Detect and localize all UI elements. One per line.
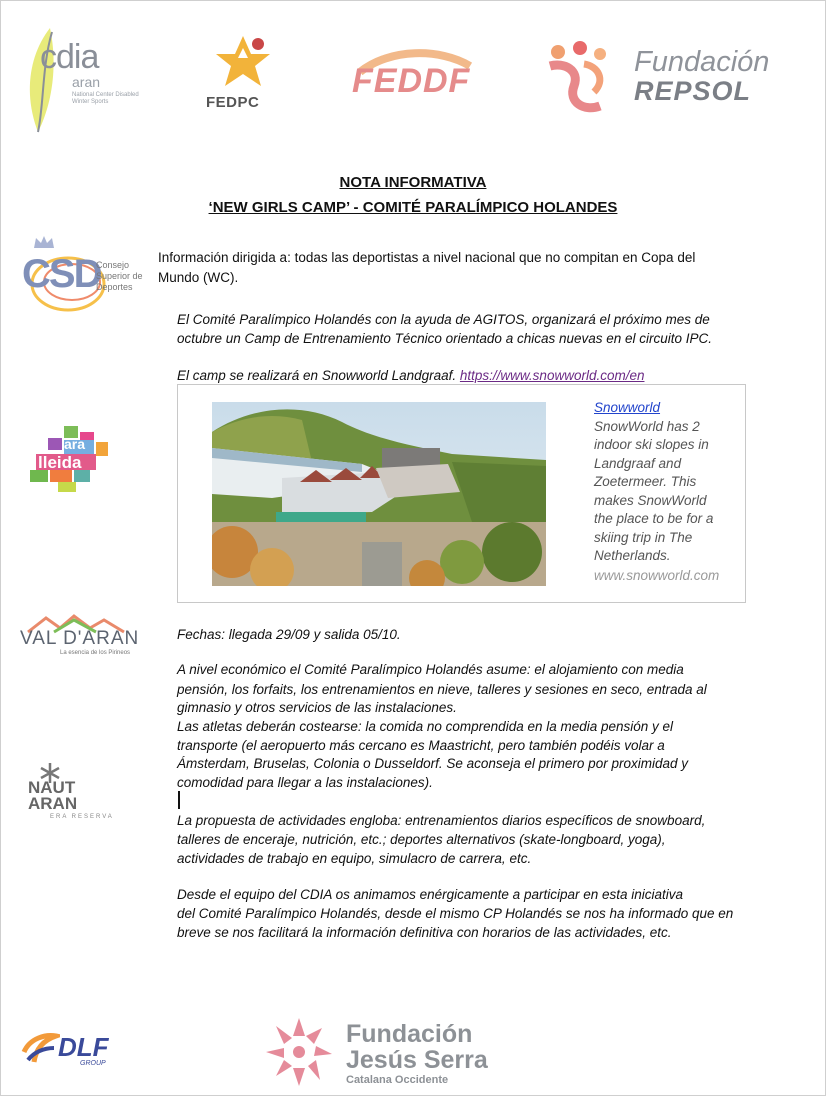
embed-title-link[interactable]: Snowworld	[594, 400, 661, 415]
para4-line-1: Desde el equipo del CDIA os animamos enérgicamente a participar en esta iniciativa	[177, 887, 684, 902]
cdia-logo-sub: aran	[72, 74, 101, 90]
embed-desc-7: skiing trip in The	[594, 530, 693, 545]
para1-line-2: octubre un Camp de Entrenamiento Técnico orientado a chicas nuevas en el circuito IPC.	[177, 331, 713, 346]
dlf-group-logo	[20, 1030, 130, 1074]
feddf-logo-text: FEDDF	[352, 62, 471, 100]
fedpc-logo-text: FEDPC	[206, 94, 260, 111]
intro-line-1: Información dirigida a: todas las deportistas a nivel nacional que no compitan en Copa del	[158, 250, 696, 265]
embed-desc-8: Netherlands.	[594, 548, 671, 563]
para2-line-7: comodidad para llegar a las instalaciones).	[177, 775, 433, 790]
fedpc-star-icon	[208, 34, 278, 90]
cdia-logo-name: cdia	[40, 38, 99, 76]
feddf-logo	[350, 46, 480, 106]
csd-logo	[22, 234, 152, 320]
embed-domain: www.snowworld.com	[594, 568, 720, 583]
jesus-serra-line3: Catalana Occidente	[346, 1074, 449, 1086]
snowworld-link[interactable]: https://www.snowworld.com/en	[459, 368, 645, 383]
fundacion-repsol-logo	[544, 40, 784, 120]
para3-line-2: talleres de enceraje, nutrición, etc.; deportes alternativos (skate-longboard, yoga),	[177, 832, 666, 847]
repsol-figures-icon	[544, 40, 614, 116]
camp-location-text: El camp se realizará en Snowworld Landgraaf.	[177, 368, 460, 383]
naut-logo-sub: ERA RESERVA	[50, 814, 114, 820]
jesus-serra-line1: Fundación	[346, 1020, 473, 1048]
text-cursor	[178, 791, 180, 809]
para2-line-2: pensión, los forfaits, los entrenamientos en nieve, talleres y sesiones en seco, entrada al	[177, 682, 707, 697]
para2-line-6: Ámsterdam, Bruselas, Colonia o Dusseldorf. Se aconseja el primero por proximidad y	[177, 756, 688, 771]
dlf-logo-text: DLF	[58, 1032, 109, 1062]
para2-line-1: A nivel económico el Comité Paralímpico Holandés asume: el alojamiento con media	[177, 662, 684, 677]
para3-line-1: La propuesta de actividades engloba: entrenamientos diarios específicos de snowboard,	[177, 813, 706, 828]
embed-desc-4: Zoetermeer. This	[594, 474, 697, 489]
repsol-logo-line1: Fundación	[634, 46, 770, 78]
intro-line-2: Mundo (WC).	[158, 270, 239, 285]
val-daran-logo	[20, 614, 140, 660]
csd-logo-sub-3: Deportes	[96, 282, 133, 292]
ara-lleida-logo	[30, 426, 110, 496]
cdia-logo-tagline-1: National Center Disabled	[72, 92, 139, 98]
csd-logo-text: CSD	[22, 252, 101, 296]
csd-logo-sub-2: Superior de	[96, 271, 143, 281]
val-daran-logo-text: VAL D'ARAN	[20, 628, 140, 649]
lleida-logo-line1: ara	[64, 436, 86, 452]
fundacion-jesus-serra-logo	[262, 1014, 502, 1090]
naut-logo-line1: NAUT	[28, 778, 76, 797]
dlf-logo-sub: GROUP	[80, 1060, 106, 1067]
embed-desc-5: makes SnowWorld	[594, 493, 707, 508]
cdia-logo	[22, 26, 162, 136]
cdia-logo-tagline-2: Winter Sports	[72, 99, 109, 105]
embed-desc-2: indoor ski slopes in	[594, 437, 709, 452]
dates-line: Fechas: llegada 29/09 y salida 05/10.	[177, 627, 401, 642]
embed-desc-3: Landgraaf and	[594, 456, 682, 471]
para4-line-2: del Comité Paralímpico Holandés, desde el mismo CP Holandés se nos ha informado que en	[177, 906, 734, 921]
para4-line-3: breve se nos facilitará la información definitiva con horarios de las actividades, etc.	[177, 925, 672, 940]
document-subtitle: ‘NEW GIRLS CAMP’ - COMITÉ PARALÍMPICO HOLANDES	[208, 199, 618, 216]
lleida-logo-line2: lleida	[38, 453, 82, 472]
val-daran-logo-sub: La esencia de los Pirineos	[60, 650, 131, 656]
embed-desc-6: the place to be for a	[594, 511, 714, 526]
para2-line-4: Las atletas deberán costearse: la comida no comprendida en la media pensión y el	[177, 719, 674, 734]
fedpc-logo	[204, 34, 284, 114]
snowworld-embed-card[interactable]	[177, 384, 746, 603]
para1-line-1: El Comité Paralímpico Holandés con la ayuda de AGITOS, organizará el próximo mes de	[177, 312, 710, 327]
csd-logo-sub-1: Consejo	[96, 260, 130, 270]
snowworld-building-photo	[212, 402, 546, 586]
embed-desc-1: SnowWorld has 2	[594, 419, 700, 434]
jesus-serra-figure-icon	[262, 1014, 336, 1088]
para2-line-5: transporte (el aeropuerto más cercano es Maastricht, pero también podéis volar a	[177, 738, 665, 753]
camp-location	[177, 366, 644, 385]
document-title: NOTA INFORMATIVA	[339, 174, 487, 191]
jesus-serra-line2: Jesús Serra	[346, 1046, 488, 1074]
para3-line-3: actividades de trabajo en equipo, simulacro de carrera, etc.	[177, 851, 532, 866]
repsol-logo-line2: REPSOL	[634, 76, 752, 106]
dlf-swoosh-icon	[20, 1032, 60, 1066]
para2-line-3: gimnasio y otros servicios de las instalaciones.	[177, 700, 457, 715]
naut-logo-line2: ARAN	[28, 794, 78, 813]
naut-aran-logo	[26, 762, 116, 824]
